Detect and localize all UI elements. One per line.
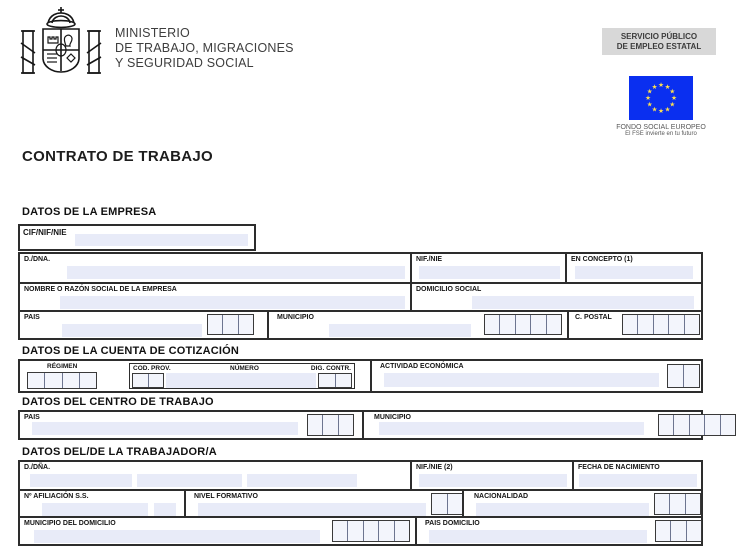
- centro-municipio-input[interactable]: [379, 422, 644, 435]
- trabajador-apellido2-input[interactable]: [247, 474, 357, 487]
- trabajador-ddna-label: D./DÑA.: [24, 464, 51, 471]
- empresa-cpostal-boxes[interactable]: [622, 314, 700, 335]
- empresa-nifnie-label: NIF./NIE: [416, 256, 443, 263]
- trabajador-nivel-code-boxes[interactable]: [431, 493, 464, 515]
- char-box[interactable]: [687, 521, 701, 541]
- empresa-domicilio-label: DOMICILIO SOCIAL: [416, 286, 482, 293]
- char-box[interactable]: [671, 521, 686, 541]
- trabajador-afiliacion-digit-input[interactable]: [154, 503, 176, 516]
- trabajador-fnac-cell: [572, 462, 701, 489]
- svg-text:★: ★: [646, 100, 653, 109]
- ministry-line2: DE TRABAJO, MIGRACIONES: [115, 41, 294, 55]
- char-box[interactable]: [638, 315, 653, 334]
- svg-text:★: ★: [646, 87, 653, 96]
- eu-flag-icon: [629, 76, 693, 120]
- char-box[interactable]: [531, 315, 546, 334]
- empresa-pais-cell: [20, 312, 267, 338]
- empresa-pais-label: PAIS: [24, 314, 40, 321]
- empresa-nombre-label: NOMBRE O RAZÓN SOCIAL DE LA EMPRESA: [24, 286, 177, 293]
- svg-text:★: ★: [658, 81, 664, 90]
- centro-pais-input[interactable]: [32, 422, 298, 435]
- char-box[interactable]: [323, 415, 338, 435]
- trabajador-afiliacion-cell: [20, 491, 184, 516]
- ministry-line3: Y SEGURIDAD SOCIAL: [115, 56, 254, 70]
- char-box[interactable]: [623, 315, 638, 334]
- centro-table: [18, 410, 703, 440]
- char-box[interactable]: [208, 315, 223, 334]
- trabajador-nombre-input[interactable]: [30, 474, 132, 487]
- svg-text:★: ★: [664, 82, 671, 91]
- trabajador-fnac-input[interactable]: [579, 474, 697, 487]
- trabajador-row-3: [20, 516, 701, 544]
- empresa-cpostal-cell: [567, 312, 701, 338]
- cotizacion-numero-label: NÚMERO: [230, 365, 259, 372]
- empresa-cif-field[interactable]: [18, 224, 256, 251]
- char-box[interactable]: [133, 374, 149, 387]
- empresa-concepto-label: EN CONCEPTO (1): [571, 256, 633, 263]
- trabajador-pais-dom-input[interactable]: [429, 530, 647, 543]
- cotizacion-codprov-boxes[interactable]: [132, 373, 164, 388]
- char-box[interactable]: [339, 415, 353, 435]
- trabajador-ddna-cell: [20, 462, 410, 489]
- empresa-nifnie-input[interactable]: [419, 266, 560, 279]
- empresa-nombre-input[interactable]: [60, 296, 405, 309]
- char-box[interactable]: [432, 494, 448, 514]
- trabajador-nivel-input[interactable]: [198, 503, 426, 516]
- trabajador-pais-dom-cell: [415, 518, 701, 544]
- empresa-municipio-label: MUNICIPIO: [277, 314, 314, 321]
- trabajador-nifnie-cell: [410, 462, 572, 489]
- empresa-row-2: [20, 282, 701, 310]
- trabajador-nifnie-input[interactable]: [419, 474, 567, 487]
- empresa-cpostal-label: C. POSTAL: [575, 314, 612, 321]
- char-box[interactable]: [333, 521, 348, 541]
- cotizacion-regimen-label: RÉGIMEN: [47, 363, 78, 370]
- empresa-ddna-label: D./DNA.: [24, 256, 51, 263]
- empresa-concepto-cell: [565, 254, 701, 282]
- cotizacion-actividad-cell: [370, 361, 701, 391]
- empresa-row-1: [20, 254, 701, 282]
- trabajador-afiliacion-label: Nº AFILIACIÓN S.S.: [24, 493, 89, 500]
- centro-pais-label: PAIS: [24, 414, 40, 421]
- char-box[interactable]: [659, 415, 674, 435]
- fondo-social-line2: El FSE invierte en tu futuro: [625, 131, 697, 137]
- trabajador-row-2: [20, 489, 701, 516]
- char-box[interactable]: [721, 415, 735, 435]
- char-box[interactable]: [319, 374, 336, 387]
- char-box[interactable]: [500, 315, 515, 334]
- char-box[interactable]: [685, 315, 699, 334]
- empresa-ddna-cell: [20, 254, 410, 282]
- char-box[interactable]: [364, 521, 379, 541]
- char-box[interactable]: [516, 315, 531, 334]
- char-box[interactable]: [45, 373, 62, 388]
- empresa-municipio-code-boxes[interactable]: [484, 314, 562, 335]
- empresa-cif-label: CIF/NIF/NIE: [23, 228, 67, 237]
- char-box[interactable]: [654, 315, 669, 334]
- svg-text:★: ★: [664, 105, 671, 114]
- centro-municipio-code-boxes[interactable]: [658, 414, 736, 436]
- empresa-pais-code-boxes[interactable]: [207, 314, 254, 335]
- sepe-badge-line2: DE EMPLEO ESTATAL: [616, 42, 702, 51]
- page-title: CONTRATO DE TRABAJO: [22, 148, 213, 165]
- empresa-concepto-input[interactable]: [575, 266, 693, 279]
- empresa-domicilio-input[interactable]: [472, 296, 694, 309]
- spain-coat-of-arms-icon: [14, 5, 108, 85]
- empresa-cif-input[interactable]: [75, 234, 248, 246]
- char-box[interactable]: [395, 521, 409, 541]
- svg-text:★: ★: [651, 82, 658, 91]
- fondo-social-caption: [592, 124, 730, 137]
- trabajador-row-1: [20, 462, 701, 489]
- trabajador-municipio-dom-cell: [20, 518, 415, 544]
- centro-municipio-cell: [362, 412, 701, 438]
- cotizacion-numero-input[interactable]: [166, 373, 316, 388]
- trabajador-nacionalidad-input[interactable]: [476, 503, 649, 516]
- cotizacion-actividad-label: ACTIVIDAD ECONÓMICA: [380, 363, 464, 370]
- empresa-row-3: [20, 310, 701, 338]
- char-box[interactable]: [690, 415, 705, 435]
- trabajador-afiliacion-input[interactable]: [42, 503, 148, 516]
- char-box[interactable]: [28, 373, 45, 388]
- trabajador-nacionalidad-label: NACIONALIDAD: [474, 493, 529, 500]
- empresa-nifnie-cell: [410, 254, 565, 282]
- char-box[interactable]: [80, 373, 96, 388]
- trabajador-nacionalidad-cell: [462, 491, 701, 516]
- svg-text:★: ★: [651, 105, 658, 114]
- trabajador-municipio-dom-label: MUNICIPIO DEL DOMICILIO: [24, 520, 116, 527]
- char-box[interactable]: [547, 315, 561, 334]
- empresa-nombre-cell: [20, 284, 410, 310]
- char-box[interactable]: [448, 494, 463, 514]
- centro-pais-code-boxes[interactable]: [307, 414, 354, 436]
- char-box[interactable]: [670, 494, 685, 514]
- trabajador-nivel-label: NIVEL FORMATIVO: [194, 493, 258, 500]
- empresa-pais-input[interactable]: [62, 324, 202, 337]
- section-heading-cotizacion: DATOS DE LA CUENTA DE COTIZACIÓN: [22, 345, 240, 357]
- trabajador-nifnie-label: NIF./NIE (2): [416, 464, 453, 471]
- char-box[interactable]: [656, 521, 671, 541]
- char-box[interactable]: [63, 373, 80, 388]
- centro-municipio-label: MUNICIPIO: [374, 414, 411, 421]
- cotizacion-regimen-boxes[interactable]: [27, 372, 97, 389]
- char-box[interactable]: [684, 365, 699, 387]
- char-box[interactable]: [348, 521, 363, 541]
- char-box[interactable]: [655, 494, 670, 514]
- char-box[interactable]: [149, 374, 164, 387]
- char-box[interactable]: [308, 415, 323, 435]
- section-heading-trabajador: DATOS DEL/DE LA TRABAJADOR/A: [22, 446, 217, 458]
- trabajador-nacionalidad-code-boxes[interactable]: [654, 493, 701, 515]
- trabajador-table: [18, 460, 703, 546]
- trabajador-municipio-dom-input[interactable]: [34, 530, 320, 543]
- char-box[interactable]: [223, 315, 238, 334]
- cotizacion-digcontr-boxes[interactable]: [318, 373, 352, 388]
- char-box[interactable]: [668, 365, 684, 387]
- svg-text:★: ★: [669, 87, 676, 96]
- trabajador-pais-dom-label: PAIS DOMICILIO: [425, 520, 480, 527]
- svg-text:★: ★: [669, 100, 676, 109]
- svg-text:★: ★: [658, 107, 664, 116]
- trabajador-apellido1-input[interactable]: [137, 474, 242, 487]
- cotizacion-left-cell: [20, 361, 370, 391]
- cotizacion-actividad-input[interactable]: [384, 373, 659, 387]
- svg-text:★: ★: [645, 94, 651, 103]
- cotizacion-actividad-boxes[interactable]: [667, 364, 700, 388]
- trabajador-municipio-dom-code-boxes[interactable]: [332, 520, 410, 542]
- trabajador-pais-dom-code-boxes[interactable]: [655, 520, 702, 542]
- trabajador-nivel-cell: [184, 491, 462, 516]
- cotizacion-codprov-label: COD. PROV.: [133, 365, 171, 372]
- ministry-name: [115, 26, 294, 71]
- cotizacion-table: [18, 359, 703, 393]
- char-box[interactable]: [669, 315, 684, 334]
- sepe-badge: [602, 28, 716, 55]
- section-heading-centro: DATOS DEL CENTRO DE TRABAJO: [22, 396, 214, 408]
- char-box[interactable]: [379, 521, 394, 541]
- char-box[interactable]: [485, 315, 500, 334]
- char-box[interactable]: [239, 315, 253, 334]
- cotizacion-cuenta-subbox: [129, 363, 355, 389]
- char-box[interactable]: [705, 415, 720, 435]
- empresa-municipio-cell: [267, 312, 567, 338]
- char-box[interactable]: [674, 415, 689, 435]
- section-heading-empresa: DATOS DE LA EMPRESA: [22, 206, 157, 218]
- cotizacion-digcontr-label: DIG. CONTR.: [310, 365, 351, 372]
- centro-pais-cell: [20, 412, 362, 438]
- sepe-badge-line1: SERVICIO PÚBLICO: [620, 32, 698, 41]
- char-box[interactable]: [336, 374, 352, 387]
- empresa-municipio-input[interactable]: [329, 324, 471, 337]
- ministry-line1: MINISTERIO: [115, 26, 190, 40]
- char-box[interactable]: [686, 494, 700, 514]
- empresa-table: [18, 252, 703, 340]
- trabajador-fnac-label: FECHA DE NACIMIENTO: [578, 464, 660, 471]
- fondo-social-line1: FONDO SOCIAL EUROPEO: [616, 124, 706, 131]
- svg-text:★: ★: [671, 94, 677, 103]
- empresa-ddna-input[interactable]: [67, 266, 405, 279]
- empresa-domicilio-cell: [410, 284, 701, 310]
